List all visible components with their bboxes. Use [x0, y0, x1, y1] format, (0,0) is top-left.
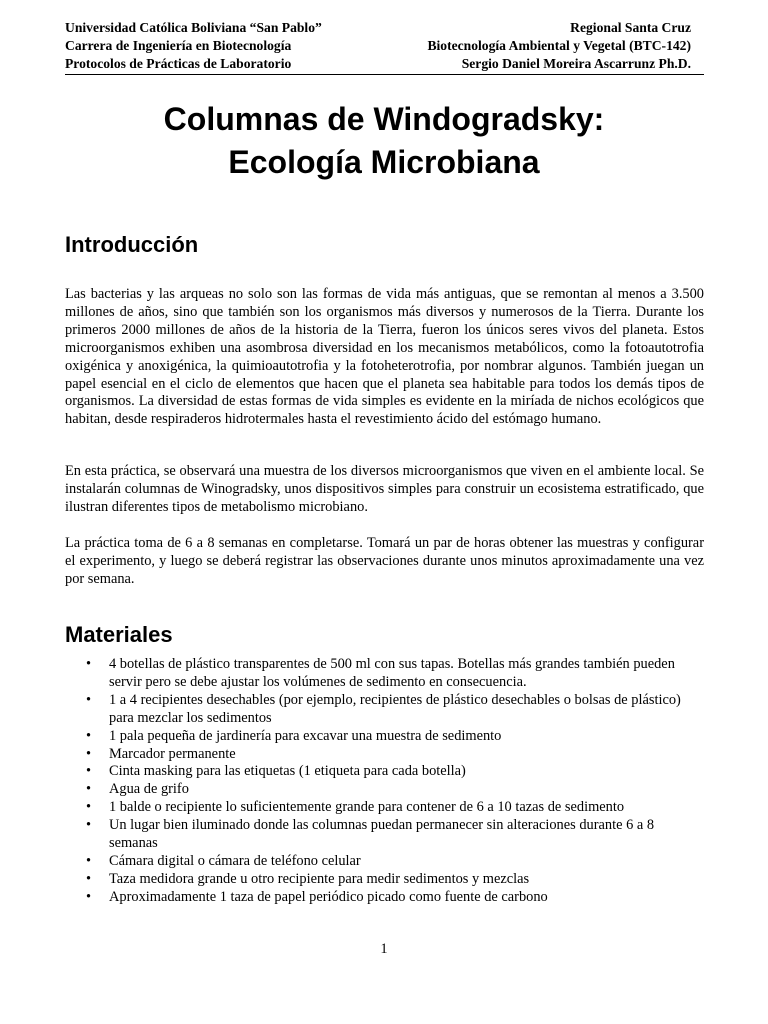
list-item — [65, 763, 705, 781]
document-title — [0, 98, 768, 184]
list-item-text: Marcador permanente — [109, 745, 236, 762]
header-divider — [65, 74, 704, 75]
bullet-icon: • — [86, 691, 92, 708]
header-row-1 — [65, 19, 691, 37]
list-item — [65, 656, 705, 692]
list-item-text: Un lugar bien iluminado donde las columnas puedan permanecer sin alteraciones durante 6 a 8 semanas — [109, 817, 655, 852]
list-item-text: Taza medidora grande u otro recipiente para medir sedimentos y mezclas — [109, 870, 530, 887]
bullet-icon: • — [86, 852, 92, 869]
list-item — [65, 817, 705, 853]
list-item — [65, 871, 705, 889]
bullet-icon: • — [86, 781, 92, 798]
list-item-text: 1 a 4 recipientes desechables (por ejemplo, recipientes de plástico desechables o bolsas de plástico) para mezclar los sedimentos — [109, 691, 681, 726]
list-item-text: Aproximadamente 1 taza de papel periódico picado como fuente de carbono — [109, 888, 548, 905]
title-line-2: Ecología Microbiana — [228, 144, 540, 180]
bullet-icon: • — [86, 727, 92, 744]
materials-list — [65, 656, 705, 907]
bullet-icon: • — [86, 745, 92, 762]
list-item — [65, 728, 705, 746]
list-item-text: Cámara digital o cámara de teléfono celular — [109, 852, 361, 869]
intro-paragraph-2: En esta práctica, se observará una muestra de los diversos microorganismos que viven en el ambiente local. Se instalarán columnas de Winogradsky, unos dispositivos simples para construir un ecosistema estratificado, que ilustran diferentes tipos de metabolismo microbiano. — [65, 463, 704, 515]
section-heading-introduccion: Introducción — [65, 232, 199, 257]
bullet-icon: • — [86, 763, 92, 780]
header-regional: Regional Santa Cruz — [570, 20, 691, 35]
bullet-icon: • — [86, 656, 92, 672]
list-item — [65, 889, 705, 907]
page-number: 1 — [380, 941, 388, 957]
bullet-icon: • — [86, 799, 92, 816]
header-university: Universidad Católica Boliviana “San Pablo” — [65, 20, 322, 35]
bullet-icon: • — [86, 817, 92, 834]
list-item — [65, 799, 705, 817]
intro-paragraph-1: Las bacterias y las arqueas no solo son las formas de vida más antiguas, que se remontan al menos a 3.500 millones de años, sino que también son los organismos más diversos y numerosos de la Tierra. Durante los primeros 2000 millones de años de la historia de la Tierra, fueron los únicos seres vivos del planeta. Estos microorganismos exhiben una asombrosa diversidad en los mecanismos metabólicos, como la fotoautotrofia oxigénica y anoxigénica, la quimioautotrofia y la fotoheterotrofia, por nombrar algunos. También juegan un papel esencial en el ciclo de elementos que hacen que el planeta sea habitable para todos los demás tipos de organismos. La diversidad de estas formas de vida simples es evidente en la miríada de nichos ecológicos que habitan, desde respiraderos hidrotermales hasta el revestimiento ácido del estómago humano. — [65, 286, 704, 428]
list-item-text: 1 balde o recipiente lo suficientemente grande para contener de 6 a 10 tazas de sedimento — [109, 799, 625, 816]
header-row-2 — [65, 37, 691, 55]
header-course: Biotecnología Ambiental y Vegetal (BTC-142) — [427, 38, 691, 53]
title-line-1: Columnas de Windogradsky: — [163, 101, 605, 137]
page-header — [65, 19, 691, 73]
header-row-3 — [65, 55, 691, 73]
header-protocols: Protocolos de Prácticas de Laboratorio — [65, 56, 292, 71]
list-item — [65, 692, 705, 728]
header-author: Sergio Daniel Moreira Ascarrunz Ph.D. — [461, 56, 691, 71]
list-item-text: 4 botellas de plástico transparentes de 500 ml con sus tapas. Botellas más grandes también pueden servir pero se debe ajustar los volúmenes de sedimento en consecuencia. — [109, 656, 675, 690]
list-item-text: 1 pala pequeña de jardinería para excavar una muestra de sedimento — [109, 727, 502, 744]
header-career: Carrera de Ingeniería en Biotecnología — [65, 38, 292, 53]
bullet-icon: • — [86, 888, 92, 905]
list-item-text: Agua de grifo — [109, 781, 189, 798]
list-item-text: Cinta masking para las etiquetas (1 etiqueta para cada botella) — [109, 763, 466, 780]
intro-paragraph-3: La práctica toma de 6 a 8 semanas en completarse. Tomará un par de horas obtener las muestras y configurar el experimento, y luego se deberá registrar las observaciones durante unos minutos aproximadamente una vez por semana. — [65, 535, 704, 587]
list-item — [65, 853, 705, 871]
list-item — [65, 781, 705, 799]
bullet-icon: • — [86, 870, 92, 887]
section-heading-materiales: Materiales — [65, 622, 173, 647]
list-item — [65, 746, 705, 764]
